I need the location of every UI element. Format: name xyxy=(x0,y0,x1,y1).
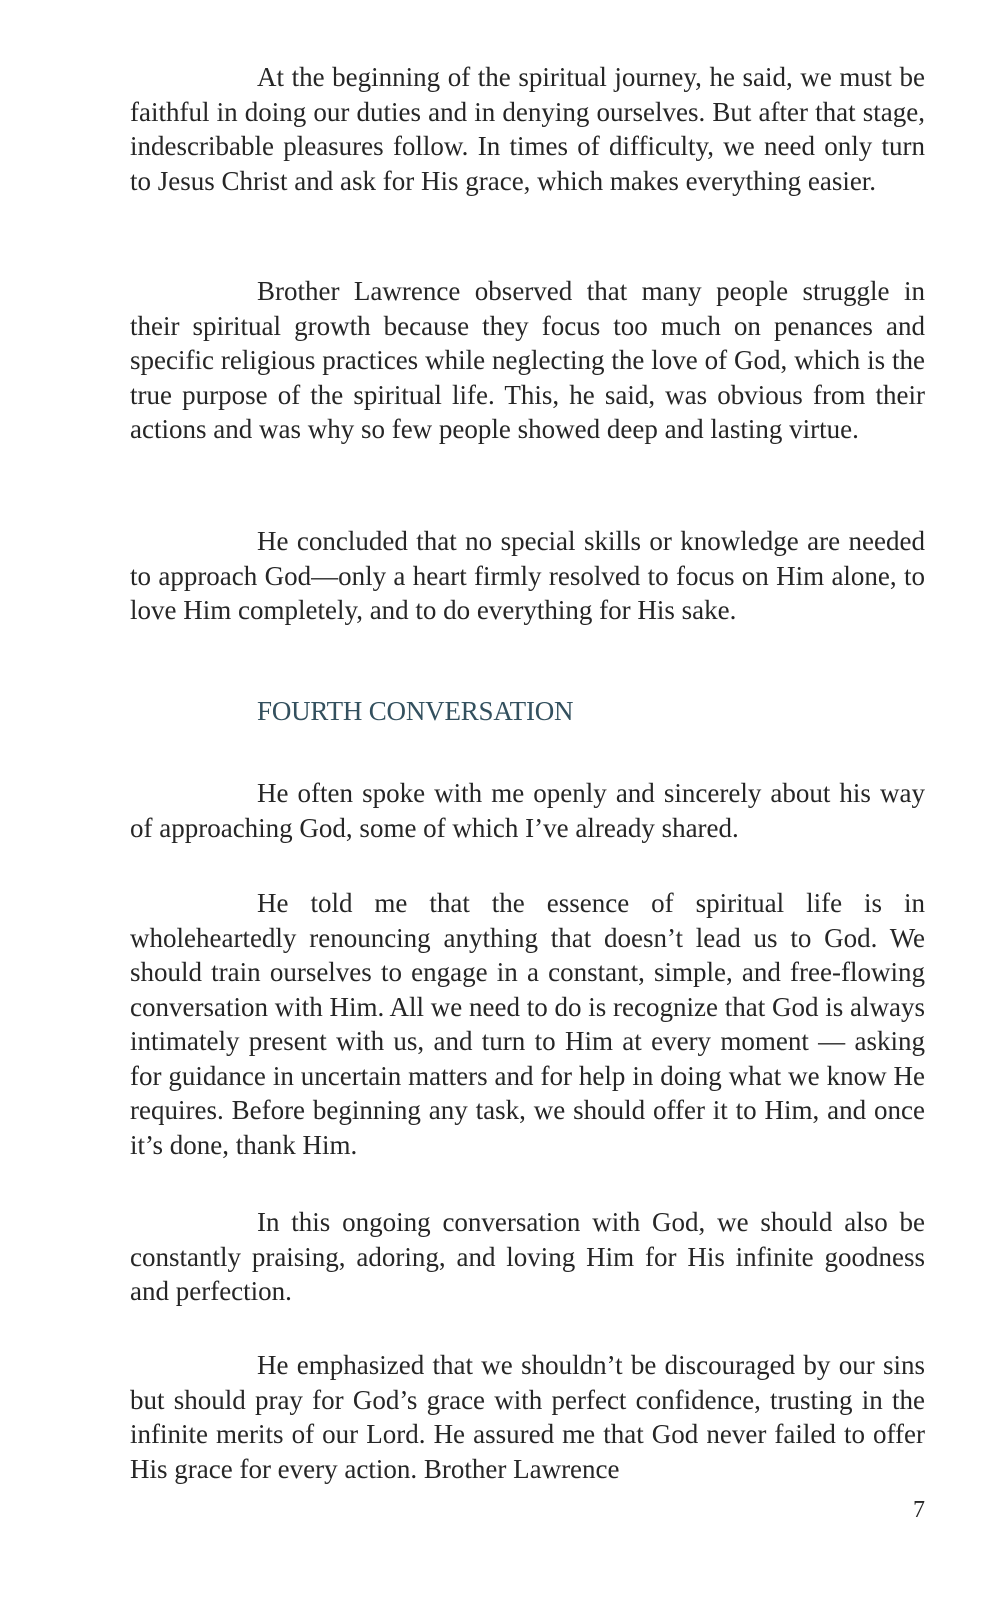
paragraph-spiritual-journey: At the beginning of the spiritual journey, he said, we must be faithful in doing our duties and in denying ourselves. But after that stage, indescribable pleasures follow. In times of difficulty, we need only turn to Jesus Christ and ask for His grace, which makes everything easier. xyxy=(130,62,925,196)
paragraph-he-concluded: He concluded that no special skills or knowledge are needed to approach God—only a heart firmly resolved to focus on Him alone, to love Him completely, and to do everything for His sake. xyxy=(130,526,925,625)
paragraph-he-often-spoke: He often spoke with me openly and sincerely about his way of approaching God, some of which I’ve already shared. xyxy=(130,778,925,843)
page-number: 7 xyxy=(913,1497,925,1523)
paragraph-he-emphasized: He emphasized that we shouldn’t be discouraged by our sins but should pray for God’s grace with perfect confidence, trusting in the infinite merits of our Lord. He assured me that God never failed to offer His grace for every action. Brother Lawrence xyxy=(130,1350,925,1484)
paragraph-essence-of-spiritual-life: He told me that the essence of spiritual life is in wholeheartedly renouncing anything that doesn’t lead us to God. We should train ourselves to engage in a constant, simple, and free-flowing conversation with Him. All we need to do is recognize that God is always intimately present with us, and turn to Him at every moment — asking for guidance in uncertain matters and for help in doing what we know He requires. Before beginning any task, we should offer it to Him, and once it’s done, thank Him. xyxy=(130,888,925,1160)
paragraph-brother-lawrence-observed: Brother Lawrence observed that many people struggle in their spiritual growth because they focus too much on penances and specific religious practices while neglecting the love of God, which is the true purpose of the spiritual life. This, he said, was obvious from their actions and was why so few people showed deep and lasting virtue. xyxy=(130,276,925,444)
section-heading: FOURTH CONVERSATION xyxy=(257,696,574,726)
paragraph-ongoing-conversation: In this ongoing conversation with God, we should also be constantly praising, adoring, and loving Him for His infinite goodness and perfection. xyxy=(130,1207,925,1306)
